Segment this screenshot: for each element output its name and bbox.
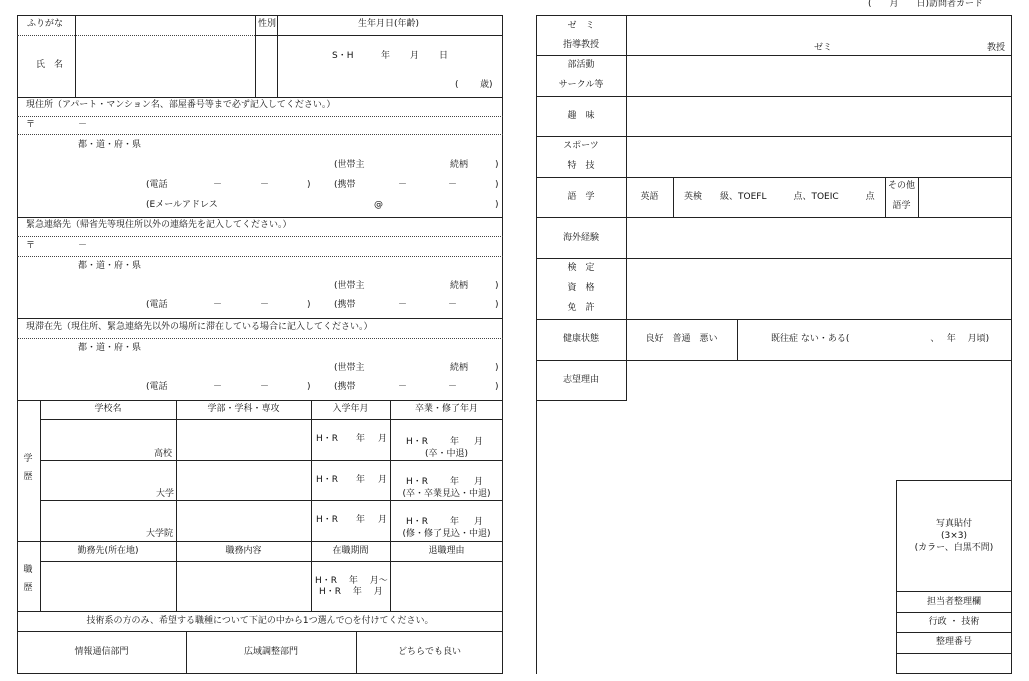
option-info-comm[interactable]: 情報通信部門 [74, 647, 129, 657]
address-label: 現住所（アパート・マンション名、部屋番号等まで必ず記入してください。） [26, 100, 336, 110]
work-history-label: 職 歴 [23, 565, 33, 593]
birth-label: 生年月日(年齢) [358, 19, 420, 29]
name-label: 氏 名 [36, 60, 64, 70]
furigana-label: ふりがな [27, 19, 64, 29]
emergency-label: 緊急連絡先（帰省先等現住所以外の連絡先を記入してください。） [26, 220, 292, 230]
card-title: ( 月 日)訪問者カード [868, 0, 984, 9]
tech-instruction: 技術系の方のみ、希望する職種について下記の中から1つ選んで○を付けてください。 [86, 616, 434, 626]
gender-label: 性別 [258, 19, 277, 29]
option-regional[interactable]: 広域調整部門 [243, 647, 298, 657]
stay-label: 現滞在先（現住所、緊急連絡先以外の場所に滞在している場合に記入してください。） [26, 322, 373, 332]
education-label: 学 歴 [23, 454, 33, 482]
name-field[interactable] [76, 37, 254, 96]
gender-field[interactable] [256, 37, 276, 96]
furigana-field[interactable] [76, 16, 254, 34]
option-either[interactable]: どちらでも良い [398, 647, 461, 657]
